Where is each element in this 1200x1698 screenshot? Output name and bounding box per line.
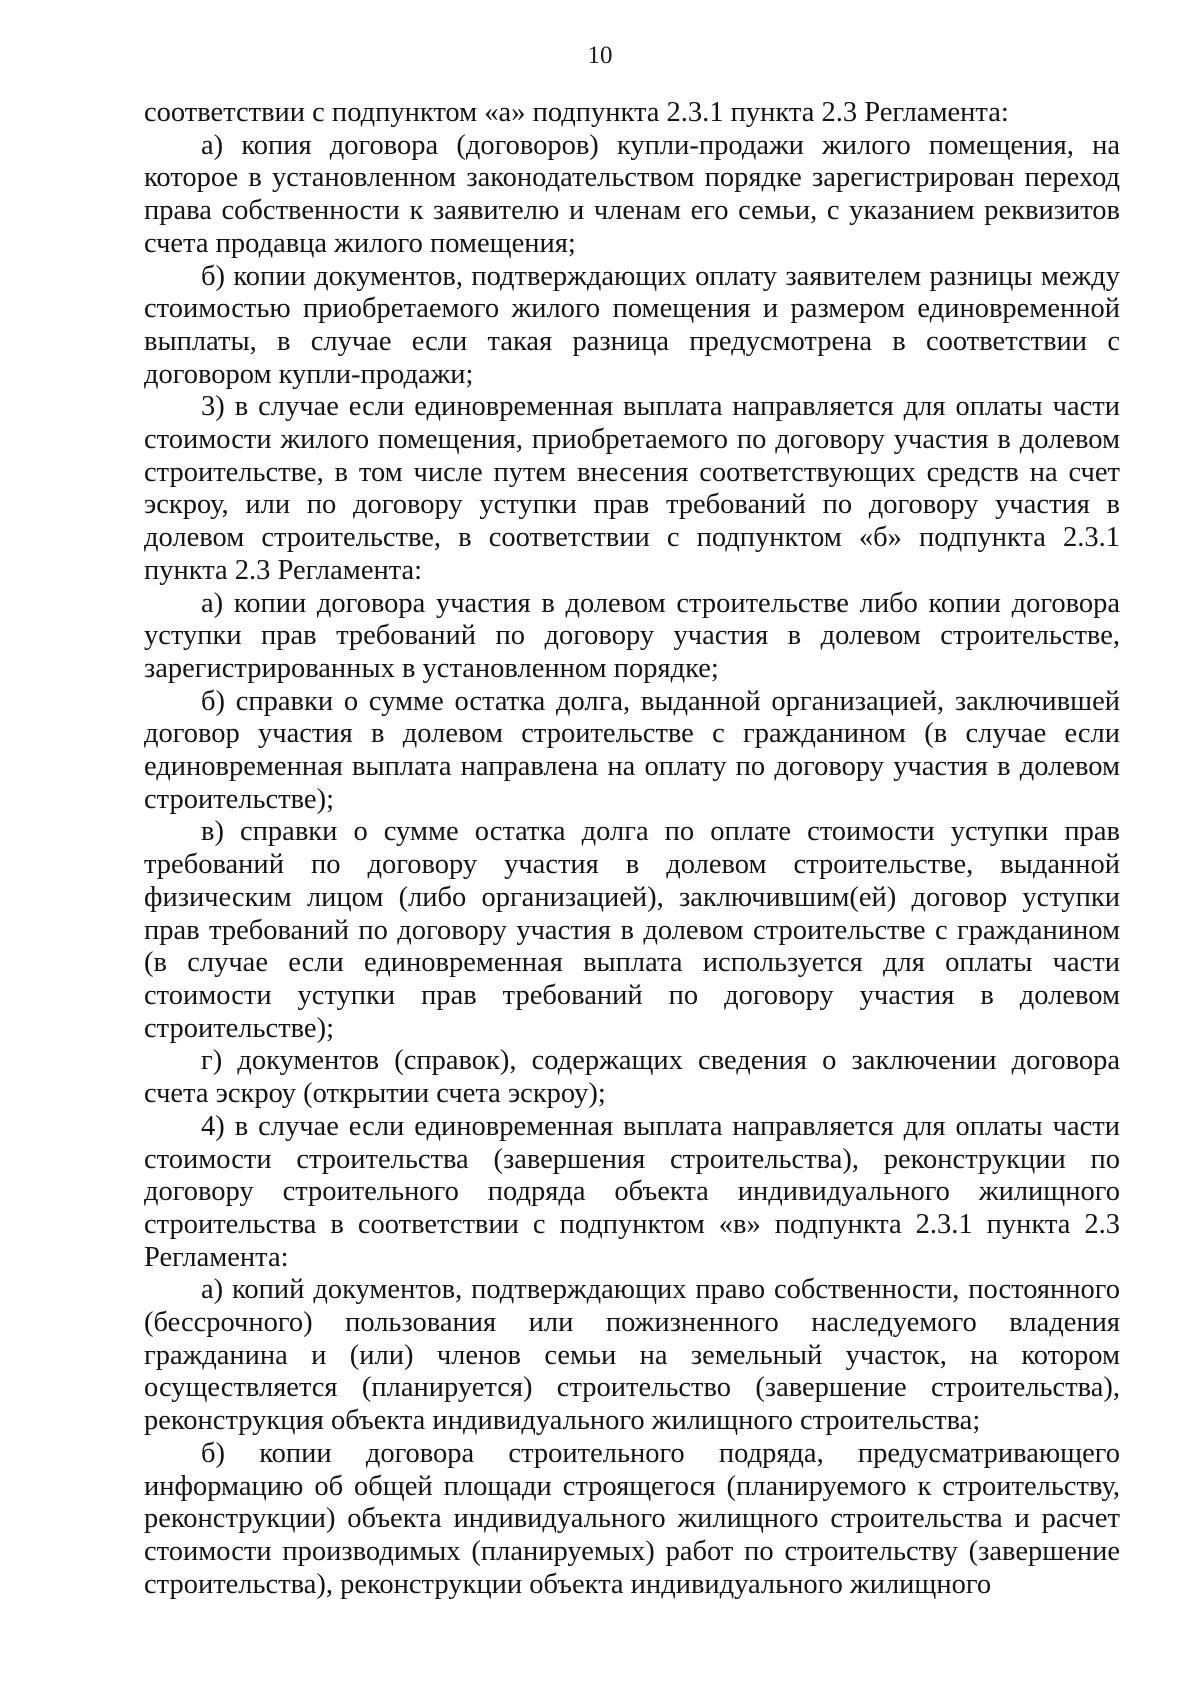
paragraph-item-a-purchase-contract: а) копия договора (договоров) купли-продажи жилого помещения, на которое в установленном законодательством порядке зарегистрирован переход права собственности к заявителю и членам его семьи, с указанием реквизитов счета продавца жилого помещения; xyxy=(144,129,1120,259)
paragraph-item-g-escrow-documents: г) документов (справок), содержащих сведения о заключении договора счета эскроу (открытии счета эскроу); xyxy=(144,1045,1120,1110)
document-body xyxy=(144,97,1120,1601)
paragraph-item-4-individual-construction: 4) в случае если единовременная выплата направляется для оплаты части стоимости строительства (завершения строительства), реконструкции по договору строительного подряда объекта индивидуального жилищного строительства в соответствии с подпунктом «в» подпункта 2.3.1 пункта 2.3 Регламента: xyxy=(144,1110,1120,1273)
paragraph-item-b-construction-contract: б) копии договора строительного подряда, предусматривающего информацию об общей площади строящегося (планируемого к строительству, реконструкции) объекта индивидуального жилищного строительства и расчет стоимости производимых (планируемых) работ по строительству (завершение строительства), реконструкции объекта индивидуального жилищного xyxy=(144,1437,1120,1600)
page-number: 10 xyxy=(587,42,613,69)
paragraph-item-b-debt-certificate: б) справки о сумме остатка долга, выданной организацией, заключившей договор участия в долевом строительстве с гражданином (в случае если единовременная выплата направлена на оплату по договору участия в долевом строительстве); xyxy=(144,685,1120,815)
paragraph-item-a-participation-contract: а) копии договора участия в долевом строительстве либо копии договора уступки прав требований по договору участия в долевом строительстве, зарегистрированных в установленном порядке; xyxy=(144,587,1120,684)
paragraph-item-v-assignment-debt: в) справки о сумме остатка долга по оплате стоимости уступки прав требований по договору участия в долевом строительстве, выданной физическим лицом (либо организацией), заключившим(ей) договор уступки прав требований по договору участия в долевом строительстве с гражданином (в случае если единовременная выплата используется для оплаты части стоимости уступки прав требований по договору участия в долевом строительстве); xyxy=(144,816,1120,1044)
paragraph-item-a-land-rights: а) копий документов, подтверждающих право собственности, постоянного (бессрочного) пользования или пожизненного наследуемого владения гражданина и (или) членов семьи на земельный участок, на котором осуществляется (планируется) строительство (завершение строительства), реконструкция объекта индивидуального жилищного строительства; xyxy=(144,1274,1120,1437)
paragraph-continuation: соответствии с подпунктом «а» подпункта 2.3.1 пункта 2.3 Регламента: xyxy=(144,97,1009,128)
paragraph-item-3-shared-construction: 3) в случае если единовременная выплата направляется для оплаты части стоимости жилого помещения, приобретаемого по договору участия в долевом строительстве, в том числе путем внесения соответствующих средств на счет эскроу, или по договору уступки прав требований по договору участия в долевом строительстве, в соответствии с подпунктом «б» подпункта 2.3.1 пункта 2.3 Регламента: xyxy=(144,391,1120,586)
paragraph-item-b-payment-documents: б) копии документов, подтверждающих оплату заявителем разницы между стоимостью приобретаемого жилого помещения и размером единовременной выплаты, в случае если такая разница предусмотрена в соответствии с договором купли-продажи; xyxy=(144,260,1120,390)
